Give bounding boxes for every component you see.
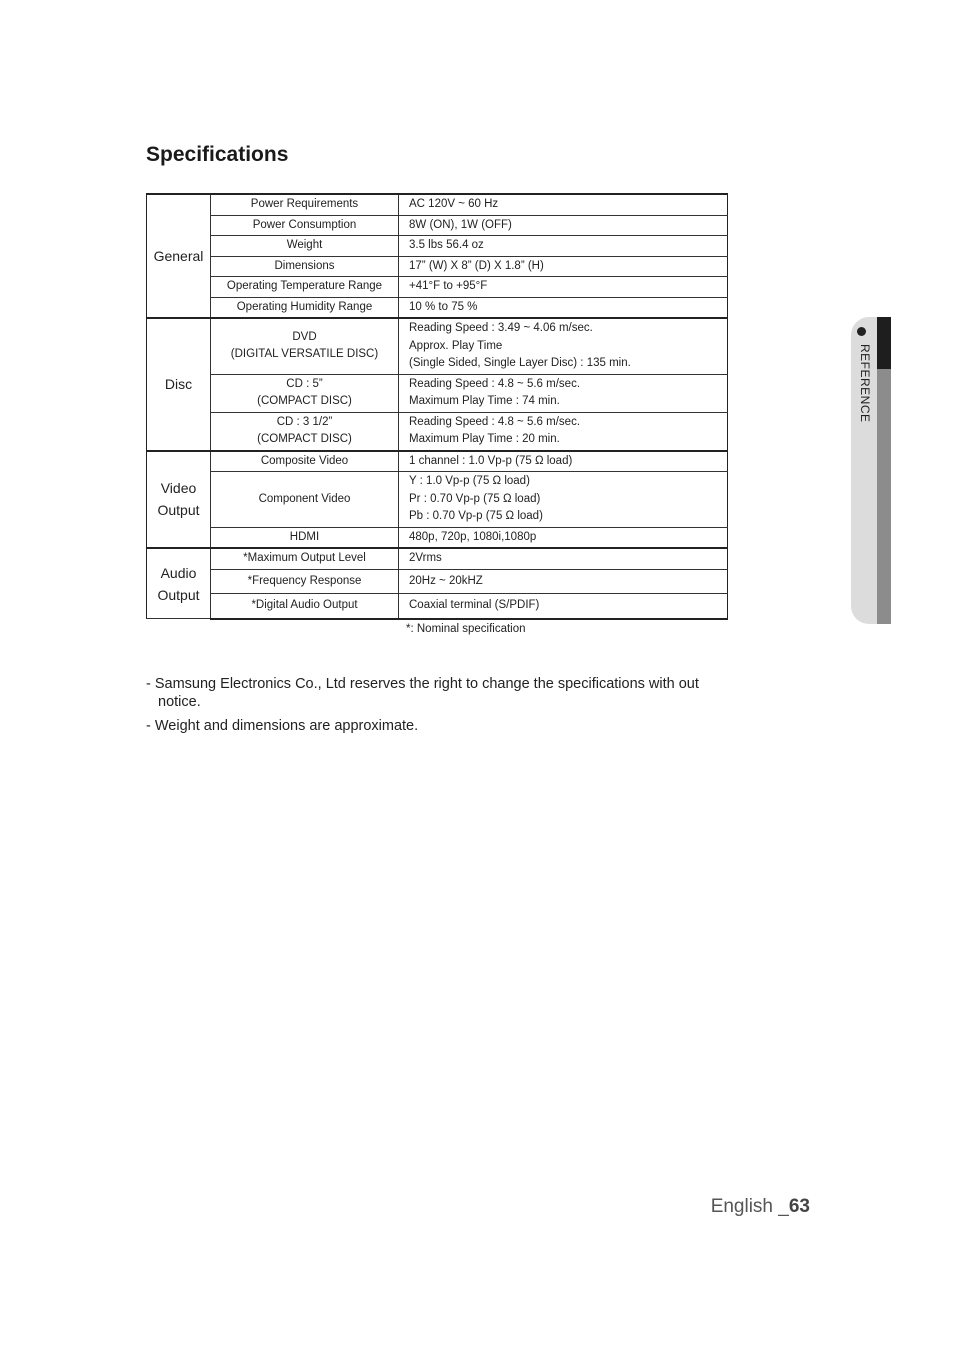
spec-label: *Digital Audio Output (211, 594, 399, 619)
value-line: Approx. Play Time (409, 339, 503, 352)
spec-value: 17” (W) X 8” (D) X 1.8” (H) (399, 256, 728, 277)
label-line: CD : 3 1/2” (276, 415, 333, 428)
table-row (147, 256, 728, 277)
spec-label: Composite Video (211, 451, 399, 472)
spec-value: 20Hz ~ 20kHZ (399, 569, 728, 594)
spec-value: AC 120V ~ 60 Hz (399, 194, 728, 215)
spec-value: 8W (ON), 1W (OFF) (399, 215, 728, 236)
category-line: Audio (160, 564, 197, 581)
footnote: *: Nominal specification (406, 623, 526, 635)
spec-label (211, 374, 399, 412)
spec-label (211, 412, 399, 451)
category-disc: Disc (147, 318, 211, 451)
notes (146, 675, 726, 741)
value-line: Reading Speed : 4.8 ~ 5.6 m/sec. (409, 415, 581, 428)
label-line: (DIGITAL VERSATILE DISC) (230, 348, 379, 361)
spec-value: 2Vrms (399, 548, 728, 569)
value-line: 480p, 720p, 1080i,1080p (409, 530, 537, 543)
table-row (147, 236, 728, 257)
value-line: Maximum Play Time : 74 min. (409, 395, 560, 407)
spec-label: *Maximum Output Level (211, 548, 399, 569)
table-row (147, 548, 728, 569)
table-row (147, 194, 728, 215)
section-tab (851, 317, 891, 624)
value-line: Maximum Play Time : 20 min. (409, 433, 560, 445)
tab-bar-grey (877, 369, 891, 624)
table-row (147, 277, 728, 298)
label-line: (COMPACT DISC) (257, 433, 352, 445)
category-video-output (147, 451, 211, 549)
spec-label: HDMI (211, 527, 399, 548)
table-row (147, 569, 728, 594)
table-row (147, 215, 728, 236)
value-line: Pr : 0.70 Vp-p (75 Ω load) (409, 492, 541, 505)
spec-value (399, 412, 728, 451)
bullet-icon (857, 327, 866, 336)
spec-label: Component Video (211, 472, 399, 528)
value-line: (Single Sided, Single Layer Disc) : 135 min. (409, 357, 631, 369)
spec-value (399, 472, 728, 528)
table-row (147, 297, 728, 318)
table-row (147, 318, 728, 374)
table-row (147, 374, 728, 412)
category-line: Video (160, 480, 197, 497)
spec-label: *Frequency Response (211, 569, 399, 594)
page-footer (711, 1196, 810, 1218)
category-audio-output (147, 548, 211, 619)
spec-value (399, 451, 728, 472)
spec-value: 10 % to 75 % (399, 297, 728, 318)
spec-label: Power Consumption (211, 215, 399, 236)
spec-label: Operating Humidity Range (211, 297, 399, 318)
value-line: Pb : 0.70 Vp-p (75 Ω load) (409, 510, 543, 522)
specifications-table (146, 193, 728, 620)
label-line: (COMPACT DISC) (257, 395, 352, 407)
category-line: Output (157, 586, 200, 603)
page-number: 63 (788, 1196, 810, 1217)
label-line: CD : 5” (286, 377, 323, 390)
note-item: - Weight and dimensions are approximate. (146, 718, 419, 734)
value-line: Y : 1.0 Vp-p (75 Ω load) (409, 475, 530, 487)
label-line: DVD (292, 330, 317, 343)
spec-value: +41°F to +95°F (399, 277, 728, 298)
table-row (147, 412, 728, 451)
section-tab-label: REFERENCE (858, 344, 872, 423)
value-line: Reading Speed : 3.49 ~ 4.06 m/sec. (409, 322, 593, 334)
note-item: - Samsung Electronics Co., Ltd reserves the right to change the specifications with out notice. (146, 676, 699, 710)
spec-label: Operating Temperature Range (211, 277, 399, 298)
spec-value: 3.5 lbs 56.4 oz (399, 236, 728, 257)
table-row (147, 527, 728, 548)
tab-bar-dark (877, 317, 891, 369)
value-line: Reading Speed : 4.8 ~ 5.6 m/sec. (409, 377, 581, 390)
spec-value (399, 527, 728, 548)
spec-value (399, 374, 728, 412)
table-row (147, 594, 728, 619)
spec-value: Coaxial terminal (S/PDIF) (399, 594, 728, 619)
table-row (147, 451, 728, 472)
value-line: 1 channel : 1.0 Vp-p (75 Ω load) (409, 454, 573, 467)
spec-value (399, 318, 728, 374)
spec-label: Dimensions (211, 256, 399, 277)
spec-label: Weight (211, 236, 399, 257)
page-title: Specifications (146, 143, 289, 166)
footer-language: English _ (710, 1196, 789, 1217)
spec-label (211, 318, 399, 374)
table-row (147, 472, 728, 528)
category-line: Output (157, 502, 200, 519)
spec-label: Power Requirements (211, 194, 399, 215)
category-general: General (147, 194, 211, 318)
